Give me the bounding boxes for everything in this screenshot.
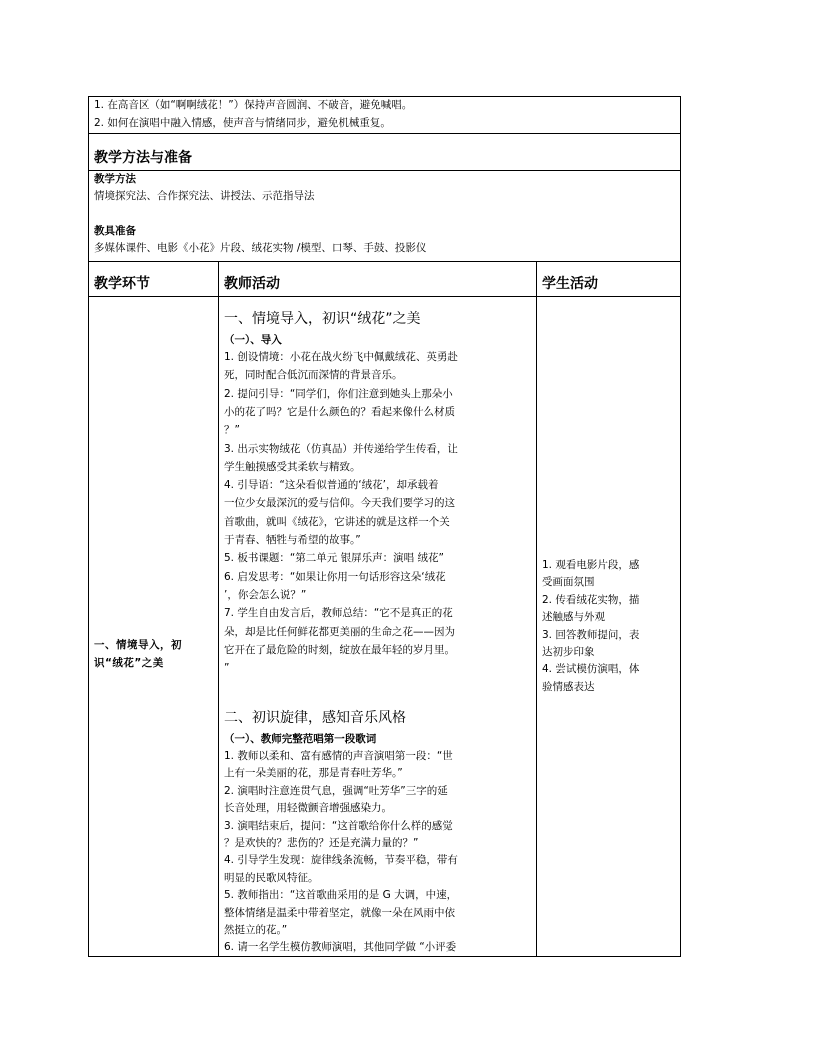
- text-line: 然挺立的花。”: [224, 924, 288, 936]
- text-line: 达初步印象: [542, 646, 595, 658]
- text-line: 1. 创设情境：小花在战火纷飞中佩戴绒花、英勇赴: [224, 351, 458, 363]
- text-line: 2. 演唱时注意连贯气息，强调“吐芳华”三字的延: [224, 784, 448, 797]
- border-right: [680, 96, 681, 957]
- text-line: 4. 引导学生发现：旋律线条流畅，节奏平稳，带有: [224, 854, 458, 867]
- section2-subtitle: （一）、教师完整范唱第一段歌词: [224, 733, 377, 745]
- text-line: 述触感与外观: [542, 611, 605, 624]
- text-line: 受画面氛围: [542, 576, 595, 589]
- text-line: 长音处理，用轻微颤音增强感染力。: [224, 802, 392, 815]
- row-divider: [88, 133, 681, 134]
- section1-title: 一、情境导入，初识“绒花”之美: [224, 311, 421, 327]
- text-line: 2. 提问引导：“同学们，你们注意到她头上那朵小: [224, 387, 453, 400]
- text-line: 死，同时配合低沉而深情的背景音乐。: [224, 369, 403, 382]
- text-line: 4. 引导语：“这朵看似普通的‘绒花’，却承载着: [224, 479, 439, 492]
- text-line: 小的花了吗？它是什么颜色的？看起来像什么材质: [224, 405, 455, 418]
- text-line: 于青春、牺牲与希望的故事。”: [224, 534, 361, 546]
- text-line: 5. 教师指出：“这首歌曲采用的是 G 大调，中速，: [224, 889, 458, 902]
- difficulty-item: 1. 在高音区（如“啊啊绒花！”）保持声音圆润、不破音，避免喊唱。: [94, 99, 413, 111]
- stage-label-text: 一、情境导入，初识“绒花”之美: [94, 639, 182, 669]
- text-line: 整体情绪是温柔中带着坚定，就像一朵在风雨中依: [224, 906, 455, 919]
- row-divider: [88, 170, 681, 171]
- section1-subtitle: （一）、导入: [224, 334, 282, 346]
- tools-text: 多媒体课件、电影《小花》片段、绒花实物 /模型、口琴、手鼓、投影仪: [94, 242, 427, 254]
- header-teacher: 教师活动: [224, 276, 280, 292]
- stage-label: [94, 600, 208, 690]
- text-line: 6. 启发思考：“如果让你用一句话形容这朵‘绒花: [224, 570, 446, 583]
- text-line: 6. 请一名学生模仿教师演唱，其他同学做 “小评委: [224, 941, 457, 954]
- text-line: ？”: [224, 424, 240, 437]
- text-line: 3. 演唱结束后，提问：“这首歌给你什么样的感觉: [224, 819, 453, 832]
- text-line: 验情感表达: [542, 680, 595, 693]
- text-line: 学生触摸感受其柔软与精致。: [224, 460, 361, 473]
- text-line: 上有一朵美丽的花，那是青春吐芳华。”: [224, 767, 403, 780]
- text-line: ’，你会怎么说？”: [224, 588, 307, 601]
- border-left: [88, 96, 89, 957]
- section2-title: 二、初识旋律，感知音乐风格: [224, 710, 406, 726]
- col-divider: [218, 261, 219, 957]
- text-line: 2. 传看绒花实物，描: [542, 593, 640, 606]
- text-line: 首歌曲，就叫《绒花》，它讲述的就是这样一个关: [224, 515, 450, 528]
- method-label: 教学方法: [94, 173, 136, 185]
- text-line: 朵，却是比任何鲜花都更美丽的生命之花——因为: [224, 625, 455, 638]
- text-line: 它开在了最危险的时刻，绽放在最年轻的岁月里。: [224, 643, 455, 656]
- text-line: 1. 教师以柔和、富有感情的声音演唱第一段：“世: [224, 750, 453, 762]
- row-divider: [88, 296, 681, 297]
- text-line: 5. 板书课题：“第二单元 银屏乐声：演唱 绒花”: [224, 552, 444, 565]
- methods-section-title: 教学方法与准备: [94, 150, 192, 166]
- text-line: 3. 出示实物绒花（仿真品）并传递给学生传看，让: [224, 442, 458, 455]
- row-divider: [88, 261, 681, 262]
- col-divider: [536, 261, 537, 957]
- text-line: ”: [224, 662, 230, 675]
- text-line: 一位少女最深沉的爱与信仰。今天我们要学习的这: [224, 497, 455, 510]
- text-line: 3. 回答教师提问，表: [542, 628, 640, 641]
- header-student: 学生活动: [542, 276, 598, 292]
- text-line: 4. 尝试模仿演唱，体: [542, 663, 640, 676]
- method-text: 情境探究法、合作探究法、讲授法、示范指导法: [94, 190, 315, 202]
- text-line: 7. 学生自由发言后，教师总结：“它不是真正的花: [224, 607, 453, 620]
- text-line: 1. 观看电影片段，感: [542, 559, 640, 571]
- header-stage: 教学环节: [94, 276, 150, 292]
- text-line: ？是欢快的？悲伤的？还是充满力量的？”: [224, 837, 419, 849]
- difficulty-item: 2. 如何在演唱中融入情感，使声音与情绪同步，避免机械重复。: [94, 117, 391, 129]
- tools-label: 教具准备: [94, 225, 136, 237]
- text-line: 明显的民歌风特征。: [224, 871, 319, 884]
